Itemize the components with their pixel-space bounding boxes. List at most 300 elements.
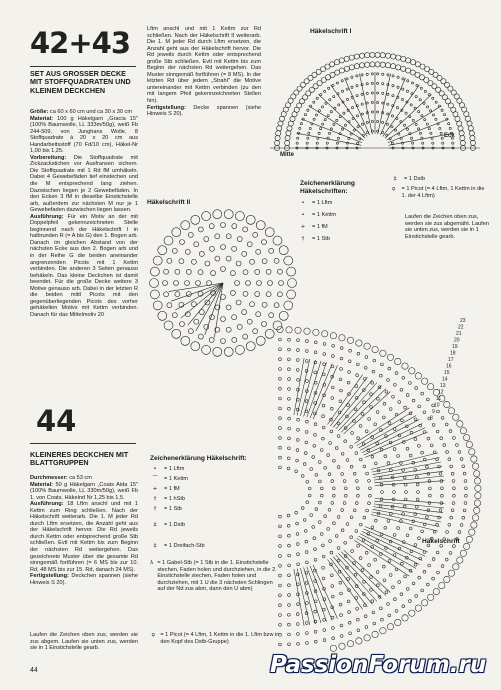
stitch-mark [453, 564, 459, 570]
stitch-mark [296, 543, 299, 546]
stitch-mark [305, 350, 308, 353]
legend-item [150, 496, 280, 503]
stitch-loop [191, 215, 200, 224]
stitch-mark [348, 360, 351, 363]
stitch-mark [395, 619, 401, 625]
stitch-mark [353, 129, 355, 131]
stitch-mark [403, 124, 405, 126]
stitch-mark [349, 55, 354, 60]
legend-item [150, 632, 280, 645]
stitch-mark [366, 102, 368, 104]
stitch-mark [471, 456, 477, 462]
stitch-mark [356, 618, 359, 621]
stitch-loop [221, 223, 226, 228]
stitch-mark [331, 585, 334, 588]
stitch-mark [330, 407, 333, 410]
stitch-mark [361, 413, 364, 416]
stitch-loop [175, 292, 180, 297]
stitch-mark [304, 328, 310, 334]
stitch-mark [288, 554, 291, 557]
stitch-mark [288, 417, 291, 420]
stitch-mark [339, 68, 344, 73]
stitch-mark [430, 132, 432, 134]
stitch-mark [361, 123, 363, 125]
stitch-mark [377, 397, 380, 400]
stitch-mark [387, 624, 393, 630]
stitch-loop [246, 215, 255, 224]
stitch-mark [395, 372, 398, 375]
row-number: 23 [460, 318, 466, 324]
stitch-leaf [339, 385, 382, 430]
stitch-symbol-icon: ϙ [392, 186, 396, 192]
stitch-mark [322, 404, 325, 407]
stitch-loop [262, 240, 267, 245]
legend-item [150, 543, 280, 550]
stitch-mark [285, 136, 290, 141]
stitch-mark [428, 384, 434, 390]
stitch-mark [354, 573, 357, 576]
stitch-mark [381, 363, 384, 366]
row-number: 16 [446, 363, 452, 370]
stitch-symbol-icon: † [153, 506, 157, 512]
stitch-mark [464, 502, 467, 505]
stitch-spoke [388, 119, 449, 143]
instructions2-label: Ausführung: [30, 501, 64, 508]
stitch-mark [359, 425, 362, 428]
stitch-mark [398, 581, 401, 584]
stitch-mark [288, 643, 291, 646]
row-number: 18 [450, 350, 456, 357]
stitch-loop [209, 224, 214, 229]
stitch-loop [266, 269, 271, 274]
stitch-mark [329, 540, 332, 543]
stitch-mark [319, 480, 322, 483]
stitch-mark [459, 131, 464, 136]
stitch-mark [366, 472, 369, 475]
crochet-chart-3 [270, 282, 496, 652]
stitch-loop [181, 221, 190, 230]
stitch-mark [361, 93, 363, 95]
stitch-mark [449, 127, 451, 129]
stitch-mark [314, 351, 317, 354]
stitch-mark [329, 99, 331, 101]
stitch-mark [277, 326, 283, 332]
legend-item-text: = 1 fM [312, 224, 328, 230]
stitch-mark [426, 106, 428, 108]
stitch-mark [369, 494, 372, 497]
stitch-mark [355, 502, 358, 505]
stitch-loop [226, 327, 231, 332]
stitch-mark [402, 615, 408, 621]
divider [30, 66, 136, 67]
legend-item [298, 236, 378, 243]
stitch-mark [296, 623, 299, 626]
stitch-loop [188, 232, 193, 237]
stitch-mark [420, 87, 422, 89]
stitch-loop [246, 281, 251, 286]
stitch-mark [318, 521, 321, 524]
stitch-mark [469, 131, 474, 136]
stitch-mark [366, 83, 368, 85]
stitch-loop [196, 281, 201, 286]
stitch-mark [349, 632, 352, 635]
stitch-mark [333, 123, 335, 125]
stitch-loop [164, 236, 173, 245]
stitch-mark [445, 423, 448, 426]
stitch-loop [235, 345, 244, 354]
stitch-mark [402, 376, 405, 379]
stitch-mark [305, 622, 308, 625]
stitch-mark [371, 82, 373, 84]
stitch-mark [383, 402, 386, 405]
stitch-mark [336, 119, 338, 121]
stitch-mark [350, 445, 353, 448]
stitch-mark [356, 95, 358, 97]
stitch-mark [335, 535, 338, 538]
stitch-mark [275, 136, 280, 141]
stitch-mark [344, 56, 349, 61]
stitch-mark [366, 121, 368, 123]
stitch-loop [224, 210, 233, 219]
stitch-mark [371, 120, 373, 122]
stitch-mark [404, 406, 407, 409]
stitch-loop [230, 290, 235, 295]
stitch-mark [324, 90, 326, 92]
stitch-mark [296, 533, 299, 536]
stitch-loop [164, 269, 169, 274]
stitch-mark [374, 558, 377, 561]
stitch-mark [328, 132, 330, 134]
stitch-mark [340, 389, 343, 392]
stitch-mark [318, 461, 321, 464]
stitch-mark [370, 52, 375, 57]
stitch-mark [322, 331, 328, 337]
stitch-mark [279, 417, 282, 420]
stitch-mark [392, 75, 394, 77]
stitch-mark [470, 136, 475, 141]
stitch-mark [409, 454, 412, 457]
stitch-mark [365, 53, 370, 58]
stitch-leaf [330, 558, 367, 607]
stitch-mark [275, 140, 280, 145]
stitch-mark [373, 622, 376, 625]
stitch-mark [297, 378, 300, 381]
stitch-leaf [307, 362, 327, 417]
stitch-mark [288, 388, 291, 391]
stitch-mark [406, 90, 408, 92]
stitch-mark [375, 62, 380, 67]
stitch-mark [333, 459, 336, 462]
row-number: 20 [454, 337, 460, 344]
stitch-mark [377, 584, 380, 587]
stitch-mark [463, 472, 466, 475]
stitch-loop [230, 271, 235, 276]
stitch-mark [330, 333, 336, 339]
stitch-mark [295, 511, 298, 514]
stitch-mark [322, 123, 324, 125]
stitch-mark [305, 582, 308, 585]
stitch-mark [341, 509, 344, 512]
stitch-mark [288, 427, 291, 430]
stitch-mark [391, 64, 396, 69]
stitch-loop [150, 267, 159, 276]
stitch-leaf [375, 481, 445, 486]
stitch-mark [279, 397, 282, 400]
stitch-loop [257, 281, 262, 286]
stitch-mark [344, 487, 347, 490]
stitch-mark [371, 600, 374, 603]
stitch-mark [322, 426, 325, 429]
stitch-mark [320, 128, 322, 130]
stitch-mark [380, 350, 386, 356]
stitch-loop [226, 305, 231, 310]
stitch-loop [172, 248, 177, 253]
legend-item-text: = 1 Stb [164, 506, 182, 512]
stitch-mark [279, 515, 282, 518]
stitch-loop [277, 269, 282, 274]
stitch-mark [410, 70, 415, 75]
stitch-mark [306, 380, 309, 383]
stitch-mark [339, 603, 342, 606]
stitch-loop [198, 270, 203, 275]
stitch-mark [318, 132, 320, 134]
stitch-mark [460, 524, 463, 527]
stitch-loop [153, 301, 162, 310]
stitch-mark [392, 95, 394, 97]
stitch-mark [371, 101, 373, 103]
stitch-mark [376, 411, 379, 414]
stitch-mark [397, 86, 399, 88]
stitch-symbol-icon: ‡ [153, 543, 157, 549]
stitch-mark [351, 432, 354, 435]
stitch-mark [356, 340, 362, 346]
stitch-mark [336, 142, 338, 144]
stitch-loop [191, 342, 200, 351]
stitch-mark [343, 112, 345, 114]
stitch-mark [433, 588, 439, 594]
stitch-mark [387, 354, 393, 360]
stitch-mark [414, 418, 417, 421]
stitch-mark [384, 455, 387, 458]
stitch-mark [457, 557, 463, 563]
stitch-mark [441, 417, 444, 420]
stitch-mark [307, 109, 309, 111]
stitch-mark [401, 56, 406, 61]
stitch-loop [213, 210, 222, 219]
stitch-symbol-icon: + [300, 224, 306, 230]
stitch-mark [285, 140, 290, 145]
stitch-mark [388, 614, 391, 617]
stitch-mark [412, 399, 415, 402]
stitch-mark [328, 87, 330, 89]
stitch-mark [466, 441, 472, 447]
stitch-mark [377, 111, 379, 113]
row-number: 10 [434, 402, 440, 409]
stitch-mark [331, 595, 334, 598]
stitch-mark [409, 610, 415, 616]
stitch-mark [306, 561, 309, 564]
stitch-loop [250, 302, 255, 307]
stitch-mark [471, 522, 477, 528]
stitch-mark [364, 343, 370, 349]
stitch-mark [369, 487, 372, 490]
stitch-symbol-icon: † [153, 496, 157, 502]
stitch-leaf [344, 392, 391, 435]
stitch-mark [313, 329, 319, 335]
stitch-mark [465, 494, 468, 497]
stitch-mark [437, 571, 440, 574]
chart-1-title: Häkelschrift I [310, 28, 352, 35]
stitch-mark [382, 83, 384, 85]
stitch-mark [315, 508, 318, 511]
stitch-mark [406, 58, 411, 63]
stitch-mark [301, 507, 304, 510]
stitch-symbol-icon: ϙ [151, 632, 155, 638]
stitch-mark [412, 582, 415, 585]
stitch-mark [415, 476, 418, 479]
legend-item [150, 476, 280, 483]
stitch-mark [394, 383, 397, 386]
stitch-mark [421, 392, 424, 395]
stitch-mark [441, 487, 444, 490]
page-number: 44 [30, 667, 38, 674]
stitch-mark [436, 430, 439, 433]
stitch-mark [396, 107, 398, 109]
stitch-mark [462, 516, 465, 519]
stitch-mark [391, 54, 396, 59]
stitch-mark [341, 529, 344, 532]
chart-3-title: Häkelschrift [422, 538, 460, 545]
stitch-loop [253, 329, 258, 334]
stitch-symbol-icon: † [301, 236, 305, 242]
stitch-mark [368, 479, 371, 482]
stitch-mark [338, 104, 340, 106]
stitch-mark [448, 123, 450, 125]
project1-text [30, 109, 138, 319]
stitch-loop [167, 258, 172, 263]
legend-item [390, 186, 490, 199]
stitch-mark [308, 494, 311, 497]
stitch-mark [287, 126, 292, 131]
stitch-mark [364, 615, 367, 618]
stitch-mark [389, 408, 392, 411]
stitch-mark [475, 493, 481, 499]
stitch-mark [439, 127, 441, 129]
stitch-mark [414, 563, 417, 566]
stitch-mark [296, 142, 298, 144]
stitch-leaf [328, 375, 363, 425]
stitch-mark [428, 564, 431, 567]
stitch-mark [428, 594, 434, 600]
stitch-mark [415, 505, 418, 508]
project-number-42-43: 42+43 [30, 26, 131, 60]
stitch-mark [356, 607, 359, 610]
stitch-mark [347, 641, 353, 647]
stitch-loop [188, 329, 193, 334]
stitch-mark [306, 340, 309, 343]
legend-item [150, 466, 280, 473]
stitch-mark [288, 534, 291, 537]
stitch-mark [363, 516, 366, 519]
stitch-mark [357, 352, 360, 355]
stitch-mark [279, 348, 282, 351]
stitch-mark [322, 437, 325, 440]
stitch-mark [288, 348, 291, 351]
stitch-mark [453, 414, 459, 420]
stitch-mark [322, 577, 325, 580]
stitch-mark [446, 531, 449, 534]
stitch-mark [452, 142, 454, 144]
legend-item [150, 560, 280, 593]
stitch-mark [416, 498, 419, 501]
stitch-mark [415, 387, 418, 390]
stitch-mark [337, 137, 339, 139]
stitch-mark [428, 480, 431, 483]
stitch-loop [150, 279, 159, 288]
stitch-loop [256, 312, 261, 317]
stitch-mark [353, 472, 356, 475]
stitch-mark [385, 63, 390, 68]
stitch-mark [364, 366, 367, 369]
stitch-loop [164, 292, 169, 297]
stitch-mark [346, 523, 349, 526]
stitch-loop [172, 228, 181, 237]
stitch-loop [235, 212, 244, 221]
project-heading-42-43: SET AUS GROSSER DECKE MIT STOFFQUADRATEN UND KLEINEM DECKCHEN [30, 69, 131, 95]
stitch-loop [255, 269, 260, 274]
stitch-mark [279, 614, 282, 617]
stitch-leaf [371, 515, 438, 532]
divider [30, 443, 136, 444]
stitch-mark [382, 73, 384, 75]
stitch-loop [150, 290, 159, 299]
stitch-mark [415, 373, 421, 379]
finishing-label: Fertigstellung: [147, 104, 186, 111]
stitch-mark [393, 491, 396, 494]
stitch-mark [382, 92, 384, 94]
stitch-loop [237, 237, 242, 242]
stitch-mark [323, 618, 326, 621]
stitch-mark [363, 465, 366, 468]
material2-value: 50 g Häkelgarn „Coats Aida 15" (100% Baumwolle, LL 330m/50g), weiß Fb 1, von Coats, Häkelnd Nr 1,25 bis 1,5. [30, 481, 138, 501]
stitch-mark [297, 642, 300, 645]
stitch-mark [423, 411, 426, 414]
stitch-loop [191, 259, 196, 264]
stitch-mark [381, 491, 384, 494]
stitch-mark [382, 102, 384, 104]
stitch-loop [174, 281, 179, 286]
stitch-loop [235, 281, 240, 286]
finishing-value: Decke spannen (siehe Hinweis S 20). [147, 104, 261, 118]
stitch-loop [256, 221, 265, 230]
stitch-mark [320, 533, 323, 536]
stitch-mark [448, 570, 454, 576]
stitch-loop [250, 259, 255, 264]
project-heading-44: KLEINERES DECKCHEN MIT BLATTGRUPPEN [30, 450, 129, 468]
stitch-mark [388, 422, 391, 425]
stitch-mark [374, 462, 377, 465]
stitch-mark [366, 92, 368, 94]
stitch-mark [357, 437, 360, 440]
stitch-mark [398, 401, 401, 404]
stitch-loop [224, 347, 233, 356]
stitch-mark [388, 560, 391, 563]
stitch-mark [330, 430, 333, 433]
stitch-symbol-icon: + [152, 486, 158, 492]
stitch-mark [469, 529, 475, 535]
stitch-mark [440, 437, 443, 440]
stitch-mark [444, 576, 450, 582]
